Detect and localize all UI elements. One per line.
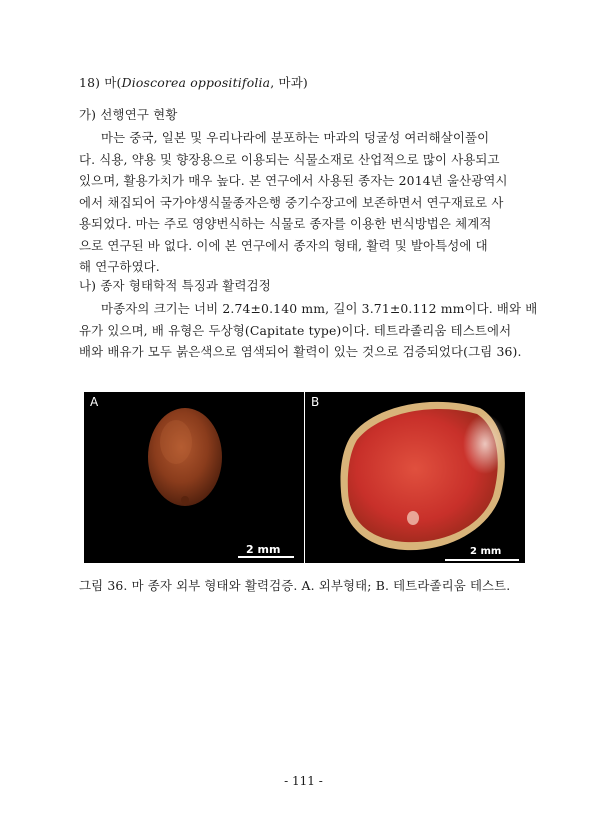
page-number: - 111 - [284, 774, 323, 788]
panel-a-scale-bar [238, 556, 294, 558]
panel-b-scale-label: 2 mm [470, 546, 502, 557]
subsection-heading-b [79, 276, 271, 294]
figure-panel-b [305, 392, 525, 563]
seed-exterior-image [84, 392, 304, 563]
paragraph-line: 해 연구하였다. [79, 259, 160, 274]
panel-a-scale-label: 2 mm [246, 543, 281, 556]
paragraph-line: 마는 중국, 일본 및 우리나라에 분포하는 마과의 덩굴성 여러해살이풀이 [101, 130, 490, 145]
section-heading: 18) 마(Dioscorea oppositifolia, 마과) [79, 75, 308, 90]
paragraph-line: 마종자의 크기는 너비 2.74±0.140 mm, 길이 3.71±0.112 mm이다. 배와 배 [101, 301, 538, 316]
subsection-heading-a [79, 105, 178, 123]
section-number: 18) [79, 75, 101, 90]
panel-a-letter: A [90, 395, 99, 409]
paragraph-line: 용되었다. 마는 주로 영양번식하는 식물로 종자를 이용한 번식방법은 체계적 [79, 216, 492, 231]
subsection-a-title: 선행연구 현황 [100, 107, 178, 122]
paragraph-line: 으로 연구된 바 없다. 이에 본 연구에서 종자의 형태, 활력 및 발아특성에 대 [79, 237, 488, 253]
panel-b-scale-bar [445, 559, 519, 561]
subsection-a-label: 가) [79, 107, 97, 122]
paragraph-line: 에서 채집되어 국가야생식물종자은행 중기수장고에 보존하면서 연구재료로 사 [79, 194, 504, 210]
paragraph-line: 유가 있으며, 배 유형은 두상형(Capitate type)이다. 테트라졸리움 테스트에서 [79, 322, 512, 338]
figure-caption: 그림 36. 마 종자 외부 형태와 활력검증. A. 외부형태; B. 테트라졸리움 테스트. [79, 578, 511, 593]
paragraph-line: 있으며, 활용가치가 매우 높다. 본 연구에서 사용된 종자는 2014년 울산광역시 [79, 173, 508, 188]
figure-panel-a [84, 392, 304, 563]
subsection-b-label: 나) [79, 278, 97, 293]
paragraph-line: 배와 배유가 모두 붉은색으로 염색되어 활력이 있는 것으로 검증되었다(그림 36). [79, 344, 522, 359]
species-family: , 마과) [270, 75, 308, 90]
tetrazolium-test-image [305, 392, 525, 563]
species-korean-name: 마 [104, 75, 117, 90]
paragraph-line: 다. 식용, 약용 및 향장용으로 이용되는 식물소재로 산업적으로 많이 사용되고 [79, 151, 500, 167]
species-scientific-name: Dioscorea oppositifolia [121, 75, 271, 90]
panel-b-letter: B [311, 395, 320, 409]
subsection-b-title: 종자 형태학적 특징과 활력검정 [100, 278, 271, 293]
